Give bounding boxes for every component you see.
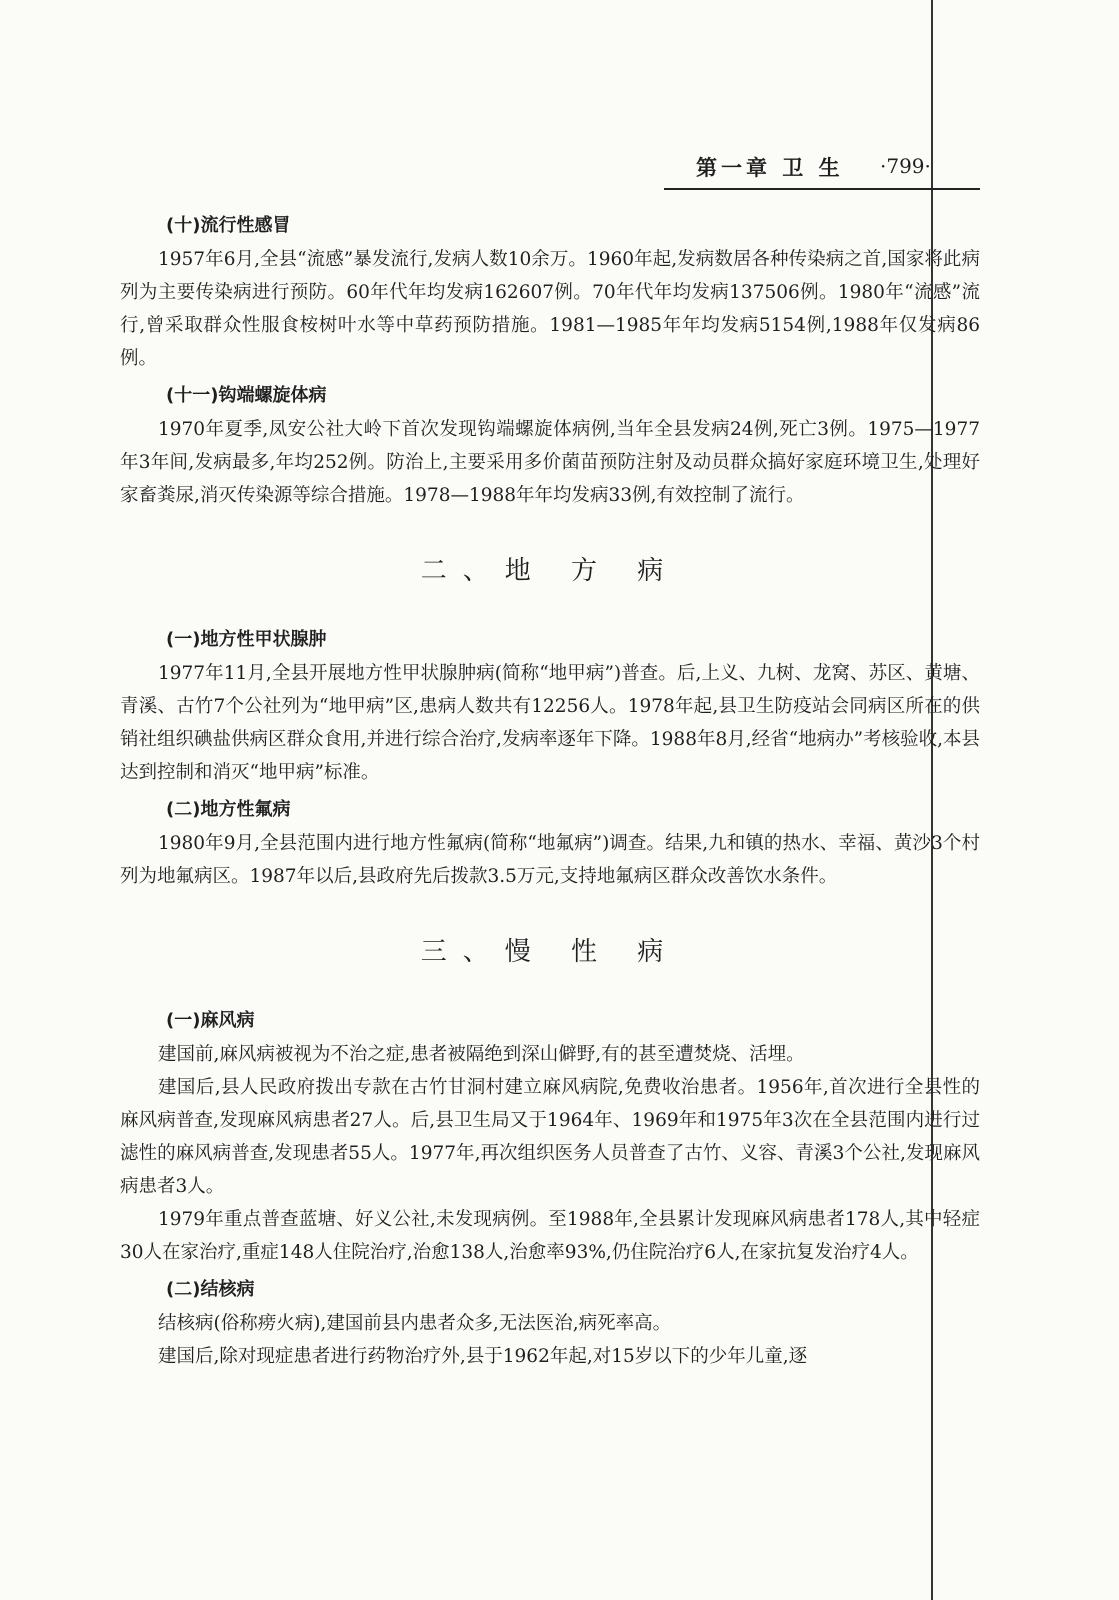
subheading: (二)结核病 xyxy=(166,1279,255,1300)
paragraph: 建国前,麻风病被视为不治之症,患者被隔绝到深山僻野,有的甚至遭焚烧、活埋。 xyxy=(158,1044,805,1065)
subheading: (十一)钩端螺旋体病 xyxy=(166,385,327,406)
subheading: (十)流行性感冒 xyxy=(166,215,291,236)
paragraph: 结核病(俗称痨火病),建国前县内患者众多,无法医治,病死率高。 xyxy=(158,1313,672,1334)
paragraph: 1957年6月,全县“流感”暴发流行,发病人数10余万。1960年起,发病数居各种传染病之首,国家将此病列为主要传染病进行预防。60年代年均发病162607例。70年代年均发病137506例。1980年“流感”流行,曾采取群众性服食桉树叶水等中草药预防措施。1981—1985年年均发病5154例,1988年仅发病86例。 xyxy=(120,249,980,369)
paragraph: 1980年9月,全县范围内进行地方性氟病(简称“地氟病”)调查。结果,九和镇的热水、幸福、黄沙3个村列为地氟病区。1987年以后,县政府先后拨款3.5万元,支持地氟病区群众改善饮水条件。 xyxy=(120,833,980,887)
subheading: (二)地方性氟病 xyxy=(166,799,291,820)
paragraph: 1970年夏季,凤安公社大岭下首次发现钩端螺旋体病例,当年全县发病24例,死亡3例。1975—1977年3年间,发病最多,年均252例。防治上,主要采用多价菌苗预防注射及动员群众搞好家庭环境卫生,处理好家畜粪尿,消灭传染源等综合措施。1978—1988年年均发病33例,有效控制了流行。 xyxy=(120,419,980,506)
subheading: (一)麻风病 xyxy=(166,1010,255,1031)
page-body xyxy=(120,205,980,1373)
paragraph: 1977年11月,全县开展地方性甲状腺肿病(简称“地甲病”)普查。后,上义、九树、龙窝、苏区、黄塘、青溪、古竹7个公社列为“地甲病”区,患病人数共有12256人。1978年起,县卫生防疫站会同病区所在的供销社组织碘盐供病区群众食用,并进行综合治疗,发病率逐年下降。1988年8月,经省“地病办”考核验收,本县达到控制和消灭“地甲病”标准。 xyxy=(120,663,980,783)
page-number: ·799· xyxy=(880,154,931,178)
section-heading: 二、地 方 病 xyxy=(420,556,680,586)
subheading: (一)地方性甲状腺肿 xyxy=(166,629,327,650)
section-heading: 三、慢 性 病 xyxy=(420,937,680,967)
paragraph: 1979年重点普查蓝塘、好义公社,未发现病例。至1988年,全县累计发现麻风病患者178人,其中轻症30人在家治疗,重症148人住院治疗,治愈138人,治愈率93%,仍住院治疗6人,在家抗复发治疗4人。 xyxy=(120,1209,980,1263)
paragraph: 建国后,县人民政府拨出专款在古竹甘洞村建立麻风病院,免费收治患者。1956年,首次进行全县性的麻风病普查,发现麻风病患者27人。后,县卫生局又于1964年、1969年和1975年3次在全县范围内进行过滤性的麻风病普查,发现患者55人。1977年,再次组织医务人员普查了古竹、义容、青溪3个公社,发现麻风病患者3人。 xyxy=(120,1077,980,1197)
paragraph: 建国后,除对现症患者进行药物治疗外,县于1962年起,对15岁以下的少年儿童,逐 xyxy=(158,1346,808,1367)
chapter-title: 第一章 卫 生 xyxy=(696,156,844,180)
running-header xyxy=(664,148,980,190)
